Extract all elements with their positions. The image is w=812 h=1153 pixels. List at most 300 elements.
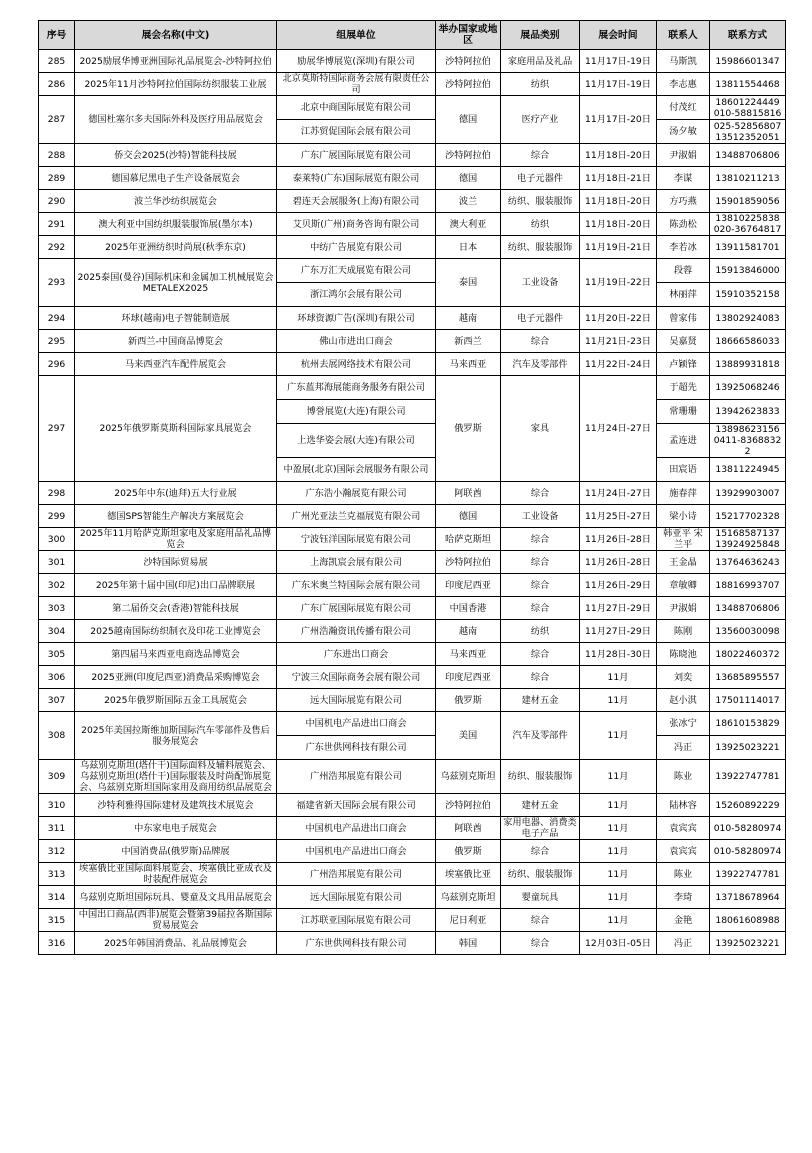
category: 综合 — [501, 528, 580, 551]
exhibition-table — [38, 20, 786, 955]
table-row — [39, 817, 786, 840]
exhibition-name: 2025泰国(曼谷)国际机床和金属加工机械展览会METALEX2025 — [75, 259, 277, 307]
contact-phone: 13922747781 — [710, 760, 786, 794]
category: 综合 — [501, 932, 580, 955]
category: 综合 — [501, 666, 580, 689]
category: 综合 — [501, 144, 580, 167]
category: 综合 — [501, 909, 580, 932]
contact-person: 韩亚平 宋兰平 — [657, 528, 710, 551]
table-row — [39, 551, 786, 574]
contact-phone: 15910352158 — [710, 283, 786, 307]
exhibition-time: 11月 — [580, 689, 657, 712]
exhibition-time: 11月18日-21日 — [580, 167, 657, 190]
category: 汽车及零部件 — [501, 353, 580, 376]
contact-person: 李若冰 — [657, 236, 710, 259]
row-number: 298 — [39, 482, 75, 505]
row-number: 304 — [39, 620, 75, 643]
table-row — [39, 307, 786, 330]
category: 综合 — [501, 643, 580, 666]
contact-person: 陈业 — [657, 760, 710, 794]
table-row — [39, 689, 786, 712]
row-number: 309 — [39, 760, 75, 794]
contact-person: 赵小淇 — [657, 689, 710, 712]
exhibition-name: 沙特利雅得国际建材及建筑技术展览会 — [75, 794, 277, 817]
exhibition-name: 乌兹别克斯坦(塔什干)国际面料及辅料展览会、乌兹别克斯坦(塔什干)国际服装及时尚配饰展览会、乌兹别克斯坦国际家用及商用纺织品展览会 — [75, 760, 277, 794]
category: 综合 — [501, 330, 580, 353]
exhibition-time: 11月 — [580, 712, 657, 760]
contact-phone: 13488706806 — [710, 597, 786, 620]
country: 印度尼西亚 — [436, 574, 501, 597]
exhibition-name: 2025年亚洲纺织时尚展(秋季东京) — [75, 236, 277, 259]
table-row — [39, 505, 786, 528]
exhibition-name: 新西兰-中国商品博览会 — [75, 330, 277, 353]
exhibition-time: 12月03日-05日 — [580, 932, 657, 955]
contact-phone: 15260892229 — [710, 794, 786, 817]
contact-phone: 18610153829 — [710, 712, 786, 736]
contact-phone: 13925023221 — [710, 932, 786, 955]
organizer: 励展华博展览(深圳)有限公司 — [277, 50, 436, 73]
contact-person: 陈晓池 — [657, 643, 710, 666]
exhibition-name: 2025年中东(迪拜)五大行业展 — [75, 482, 277, 505]
country: 澳大利亚 — [436, 213, 501, 236]
category: 综合 — [501, 574, 580, 597]
row-number: 285 — [39, 50, 75, 73]
header-country: 举办国家或地区 — [436, 21, 501, 50]
country: 乌兹别克斯坦 — [436, 886, 501, 909]
contact-person: 常珊珊 — [657, 400, 710, 424]
organizer: 广东广展国际展览有限公司 — [277, 597, 436, 620]
row-number: 314 — [39, 886, 75, 909]
contact-phone: 025-52856807 13512352051 — [710, 120, 786, 144]
organizer: 碧连天会展服务(上海)有限公司 — [277, 190, 436, 213]
table-row — [39, 213, 786, 236]
country: 尼日利亚 — [436, 909, 501, 932]
contact-phone: 13925023221 — [710, 736, 786, 760]
table-row — [39, 236, 786, 259]
category: 建材五金 — [501, 794, 580, 817]
contact-phone: 010-58280974 — [710, 840, 786, 863]
contact-person: 陈业 — [657, 863, 710, 886]
organizer: 宁波钰洋国际展览有限公司 — [277, 528, 436, 551]
contact-phone: 13889931818 — [710, 353, 786, 376]
organizer: 中国机电产品进出口商会 — [277, 817, 436, 840]
header-name: 展会名称(中文) — [75, 21, 277, 50]
category: 综合 — [501, 551, 580, 574]
row-number: 299 — [39, 505, 75, 528]
organizer: 博誉展览(大连)有限公司 — [277, 400, 436, 424]
header-row — [39, 21, 786, 50]
contact-phone: 13942623833 — [710, 400, 786, 424]
row-number: 289 — [39, 167, 75, 190]
row-number: 300 — [39, 528, 75, 551]
category: 工业设备 — [501, 505, 580, 528]
contact-phone: 13810211213 — [710, 167, 786, 190]
contact-person: 林丽萍 — [657, 283, 710, 307]
exhibition-name: 2025年第十届中国(印尼)出口品牌联展 — [75, 574, 277, 597]
contact-phone: 13764636243 — [710, 551, 786, 574]
exhibition-name: 侨交会2025(沙特)智能科技展 — [75, 144, 277, 167]
exhibition-time: 11月17日-19日 — [580, 50, 657, 73]
category: 纺织、服装服饰 — [501, 190, 580, 213]
table-row — [39, 482, 786, 505]
row-number: 302 — [39, 574, 75, 597]
category: 建材五金 — [501, 689, 580, 712]
contact-person: 冯正 — [657, 932, 710, 955]
exhibition-name: 2025亚洲(印度尼西亚)消费品采购博览会 — [75, 666, 277, 689]
exhibition-name: 2025年俄罗斯国际五金工具展览会 — [75, 689, 277, 712]
table-row — [39, 886, 786, 909]
contact-phone: 13560030098 — [710, 620, 786, 643]
contact-person: 李谋 — [657, 167, 710, 190]
contact-phone: 13898623156 0411-83688322 — [710, 424, 786, 458]
exhibition-time: 11月26日-28日 — [580, 528, 657, 551]
organizer: 宁波三众国际商务会展有限公司 — [277, 666, 436, 689]
organizer: 广东浩小瀚展览有限公司 — [277, 482, 436, 505]
exhibition-time: 11月26日-28日 — [580, 551, 657, 574]
exhibition-name: 马来西亚汽车配件展览会 — [75, 353, 277, 376]
country: 阿联酋 — [436, 482, 501, 505]
contact-phone: 18061608988 — [710, 909, 786, 932]
contact-person: 卢颖锋 — [657, 353, 710, 376]
exhibition-time: 11月26日-29日 — [580, 574, 657, 597]
contact-phone: 13802924083 — [710, 307, 786, 330]
country: 沙特阿拉伯 — [436, 50, 501, 73]
exhibition-time: 11月27日-29日 — [580, 597, 657, 620]
table-row — [39, 50, 786, 73]
contact-person: 刘奕 — [657, 666, 710, 689]
table-row — [39, 259, 786, 283]
exhibition-time: 11月18日-20日 — [580, 213, 657, 236]
contact-phone: 13811224945 — [710, 458, 786, 482]
contact-phone: 15168587137 13924925848 — [710, 528, 786, 551]
contact-person: 李琦 — [657, 886, 710, 909]
row-number: 308 — [39, 712, 75, 760]
exhibition-name: 中东家电电子展览会 — [75, 817, 277, 840]
organizer: 江苏联亚国际展览有限公司 — [277, 909, 436, 932]
category: 纺织、服装服饰 — [501, 863, 580, 886]
contact-phone: 18601224449 010-58815816 — [710, 96, 786, 120]
exhibition-time: 11月25日-27日 — [580, 505, 657, 528]
exhibition-name: 环球(越南)电子智能制造展 — [75, 307, 277, 330]
exhibition-time: 11月28日-30日 — [580, 643, 657, 666]
country: 阿联酋 — [436, 817, 501, 840]
organizer: 远大国际展览有限公司 — [277, 689, 436, 712]
contact-person: 陈刚 — [657, 620, 710, 643]
exhibition-name: 乌兹别克斯坦国际玩具、婴童及文具用品展览会 — [75, 886, 277, 909]
exhibition-time: 11月 — [580, 760, 657, 794]
contact-person: 金艳 — [657, 909, 710, 932]
row-number: 294 — [39, 307, 75, 330]
contact-phone: 15217702328 — [710, 505, 786, 528]
exhibition-time: 11月24日-27日 — [580, 482, 657, 505]
contact-person: 施春萍 — [657, 482, 710, 505]
organizer: 环球资源广告(深圳)有限公司 — [277, 307, 436, 330]
contact-phone: 13911581701 — [710, 236, 786, 259]
contact-phone: 13810225838 020-36764817 — [710, 213, 786, 236]
row-number: 288 — [39, 144, 75, 167]
exhibition-name: 德国杜塞尔多夫国际外科及医疗用品展览会 — [75, 96, 277, 144]
contact-person: 袁宾宾 — [657, 840, 710, 863]
organizer: 江苏贸促国际会展有限公司 — [277, 120, 436, 144]
table-row — [39, 840, 786, 863]
exhibition-name: 埃塞俄比亚国际面料展览会、埃塞俄比亚成衣及时装配件展览会 — [75, 863, 277, 886]
contact-phone: 13685895557 — [710, 666, 786, 689]
contact-person: 汤夕敏 — [657, 120, 710, 144]
country: 泰国 — [436, 259, 501, 307]
contact-person: 梁小诗 — [657, 505, 710, 528]
contact-phone: 010-58280974 — [710, 817, 786, 840]
exhibition-time: 11月18日-20日 — [580, 190, 657, 213]
table-row — [39, 376, 786, 400]
row-number: 311 — [39, 817, 75, 840]
header-no: 序号 — [39, 21, 75, 50]
table-row — [39, 190, 786, 213]
exhibition-name: 第四届马来西亚电商选品博览会 — [75, 643, 277, 666]
organizer: 广东世供网科技有限公司 — [277, 932, 436, 955]
country: 德国 — [436, 167, 501, 190]
category: 家用电器、消费类电子产品 — [501, 817, 580, 840]
country: 美国 — [436, 712, 501, 760]
contact-person: 袁宾宾 — [657, 817, 710, 840]
table-row — [39, 666, 786, 689]
table-row — [39, 597, 786, 620]
exhibition-time: 11月 — [580, 909, 657, 932]
country: 俄罗斯 — [436, 689, 501, 712]
country: 越南 — [436, 620, 501, 643]
contact-phone: 13811554468 — [710, 73, 786, 96]
header-category: 展品类别 — [501, 21, 580, 50]
table-row — [39, 574, 786, 597]
exhibition-name: 第二届侨交会(香港)智能科技展 — [75, 597, 277, 620]
organizer: 中国机电产品进出口商会 — [277, 712, 436, 736]
country: 中国香港 — [436, 597, 501, 620]
category: 综合 — [501, 597, 580, 620]
country: 德国 — [436, 96, 501, 144]
exhibition-time: 11月 — [580, 863, 657, 886]
exhibition-time: 11月19日-22日 — [580, 259, 657, 307]
exhibition-name: 沙特国际贸易展 — [75, 551, 277, 574]
table-row — [39, 863, 786, 886]
country: 越南 — [436, 307, 501, 330]
organizer: 上海凯宸会展有限公司 — [277, 551, 436, 574]
table-row — [39, 144, 786, 167]
contact-person: 马斯凯 — [657, 50, 710, 73]
category: 纺织 — [501, 620, 580, 643]
contact-phone: 13488706806 — [710, 144, 786, 167]
organizer: 杭州去展网络技术有限公司 — [277, 353, 436, 376]
country: 韩国 — [436, 932, 501, 955]
contact-person: 张冰宁 — [657, 712, 710, 736]
contact-phone: 18666586033 — [710, 330, 786, 353]
exhibition-name: 中国消费品(俄罗斯)品牌展 — [75, 840, 277, 863]
category: 综合 — [501, 840, 580, 863]
row-number: 305 — [39, 643, 75, 666]
table-row — [39, 712, 786, 736]
row-number: 306 — [39, 666, 75, 689]
row-number: 295 — [39, 330, 75, 353]
organizer: 广东万汇天成展览有限公司 — [277, 259, 436, 283]
organizer: 广州浩邦展览有限公司 — [277, 760, 436, 794]
country: 沙特阿拉伯 — [436, 551, 501, 574]
contact-person: 李志惠 — [657, 73, 710, 96]
organizer: 福建省新天国际会展有限公司 — [277, 794, 436, 817]
contact-person: 段蓉 — [657, 259, 710, 283]
exhibition-time: 11月21日-23日 — [580, 330, 657, 353]
country: 沙特阿拉伯 — [436, 144, 501, 167]
contact-phone: 17501114017 — [710, 689, 786, 712]
exhibition-time: 11月 — [580, 886, 657, 909]
organizer: 远大国际展览有限公司 — [277, 886, 436, 909]
exhibition-schedule — [38, 20, 786, 955]
contact-person: 章敏卿 — [657, 574, 710, 597]
row-number: 316 — [39, 932, 75, 955]
category: 家庭用品及礼品 — [501, 50, 580, 73]
organizer: 广州浩邦展览有限公司 — [277, 863, 436, 886]
contact-person: 冯正 — [657, 736, 710, 760]
contact-person: 曾家伟 — [657, 307, 710, 330]
contact-person: 尹淑娟 — [657, 144, 710, 167]
exhibition-name: 2025年11月沙特阿拉伯国际纺织服装工业展 — [75, 73, 277, 96]
contact-person: 王金晶 — [657, 551, 710, 574]
exhibition-name: 波兰华沙纺织展览会 — [75, 190, 277, 213]
contact-phone: 13718678964 — [710, 886, 786, 909]
organizer: 泰莱特(广东)国际展览有限公司 — [277, 167, 436, 190]
organizer: 广东进出口商会 — [277, 643, 436, 666]
contact-phone: 13929903007 — [710, 482, 786, 505]
organizer: 艾贝斯(广州)商务咨询有限公司 — [277, 213, 436, 236]
header-phone: 联系方式 — [710, 21, 786, 50]
row-number: 296 — [39, 353, 75, 376]
exhibition-time: 11月24日-27日 — [580, 376, 657, 482]
row-number: 293 — [39, 259, 75, 307]
contact-person: 陈劲松 — [657, 213, 710, 236]
exhibition-time: 11月19日-21日 — [580, 236, 657, 259]
exhibition-name: 德国慕尼黑电子生产设备展览会 — [75, 167, 277, 190]
contact-phone: 15913846000 — [710, 259, 786, 283]
contact-phone: 18816993707 — [710, 574, 786, 597]
exhibition-name: 2025年11月哈萨克斯坦家电及家庭用品礼品博览会 — [75, 528, 277, 551]
exhibition-time: 11月22日-24日 — [580, 353, 657, 376]
organizer: 中国机电产品进出口商会 — [277, 840, 436, 863]
country: 俄罗斯 — [436, 376, 501, 482]
row-number: 310 — [39, 794, 75, 817]
country: 乌兹别克斯坦 — [436, 760, 501, 794]
country: 埃塞俄比亚 — [436, 863, 501, 886]
table-row — [39, 353, 786, 376]
organizer: 广州光亚法兰克福展览有限公司 — [277, 505, 436, 528]
row-number: 301 — [39, 551, 75, 574]
organizer: 浙江鸿尔会展有限公司 — [277, 283, 436, 307]
contact-phone: 18022460372 — [710, 643, 786, 666]
exhibition-name: 澳大利亚中国纺织服装服饰展(墨尔本) — [75, 213, 277, 236]
category: 纺织、服装服饰 — [501, 760, 580, 794]
exhibition-time: 11月 — [580, 794, 657, 817]
category: 纺织 — [501, 213, 580, 236]
table-row — [39, 96, 786, 120]
category: 工业设备 — [501, 259, 580, 307]
country: 哈萨克斯坦 — [436, 528, 501, 551]
country: 日本 — [436, 236, 501, 259]
exhibition-time: 11月18日-20日 — [580, 144, 657, 167]
organizer: 中纺广告展览有限公司 — [277, 236, 436, 259]
category: 纺织 — [501, 73, 580, 96]
row-number: 286 — [39, 73, 75, 96]
country: 新西兰 — [436, 330, 501, 353]
header-organizer: 组展单位 — [277, 21, 436, 50]
contact-person: 吴嘉贤 — [657, 330, 710, 353]
country: 马来西亚 — [436, 643, 501, 666]
contact-person: 田宸语 — [657, 458, 710, 482]
exhibition-name: 2025年俄罗斯莫斯科国际家具展览会 — [75, 376, 277, 482]
row-number: 297 — [39, 376, 75, 482]
table-row — [39, 909, 786, 932]
contact-person: 于超先 — [657, 376, 710, 400]
category: 纺织、服装服饰 — [501, 236, 580, 259]
organizer: 北京莫斯特国际商务会展有限责任公司 — [277, 73, 436, 96]
contact-person: 方巧燕 — [657, 190, 710, 213]
table-row — [39, 528, 786, 551]
row-number: 312 — [39, 840, 75, 863]
category: 综合 — [501, 482, 580, 505]
table-row — [39, 620, 786, 643]
header-contact: 联系人 — [657, 21, 710, 50]
category: 婴童玩具 — [501, 886, 580, 909]
category: 电子元器件 — [501, 307, 580, 330]
exhibition-time: 11月 — [580, 840, 657, 863]
exhibition-time: 11月27日-29日 — [580, 620, 657, 643]
country: 沙特阿拉伯 — [436, 73, 501, 96]
exhibition-name: 2025年韩国消费品、礼品展博览会 — [75, 932, 277, 955]
row-number: 292 — [39, 236, 75, 259]
contact-person: 陆林容 — [657, 794, 710, 817]
table-row — [39, 794, 786, 817]
country: 波兰 — [436, 190, 501, 213]
row-number: 313 — [39, 863, 75, 886]
organizer: 广东蓝邦海展能商务服务有限公司 — [277, 376, 436, 400]
country: 马来西亚 — [436, 353, 501, 376]
row-number: 303 — [39, 597, 75, 620]
row-number: 287 — [39, 96, 75, 144]
contact-person: 付茂红 — [657, 96, 710, 120]
organizer: 佛山市进出口商会 — [277, 330, 436, 353]
exhibition-name: 2025年美国拉斯维加斯国际汽车零部件及售后服务展览会 — [75, 712, 277, 760]
category: 家具 — [501, 376, 580, 482]
exhibition-name: 2025励展华博亚洲国际礼品展览会-沙特阿拉伯 — [75, 50, 277, 73]
category: 医疗产业 — [501, 96, 580, 144]
contact-phone: 15901859056 — [710, 190, 786, 213]
row-number: 315 — [39, 909, 75, 932]
contact-phone: 13922747781 — [710, 863, 786, 886]
table-body — [39, 50, 786, 955]
organizer: 广东世供网科技有限公司 — [277, 736, 436, 760]
organizer: 上选华姿会展(大连)有限公司 — [277, 424, 436, 458]
exhibition-time: 11月 — [580, 817, 657, 840]
category: 汽车及零部件 — [501, 712, 580, 760]
header-time: 展会时间 — [580, 21, 657, 50]
organizer: 北京中商国际展览有限公司 — [277, 96, 436, 120]
exhibition-time: 11月17日-20日 — [580, 96, 657, 144]
country: 沙特阿拉伯 — [436, 794, 501, 817]
row-number: 291 — [39, 213, 75, 236]
table-row — [39, 73, 786, 96]
table-row — [39, 760, 786, 794]
country: 印度尼西亚 — [436, 666, 501, 689]
contact-phone: 13925068246 — [710, 376, 786, 400]
table-row — [39, 167, 786, 190]
exhibition-time: 11月 — [580, 666, 657, 689]
organizer: 广东广展国际展览有限公司 — [277, 144, 436, 167]
table-row — [39, 932, 786, 955]
